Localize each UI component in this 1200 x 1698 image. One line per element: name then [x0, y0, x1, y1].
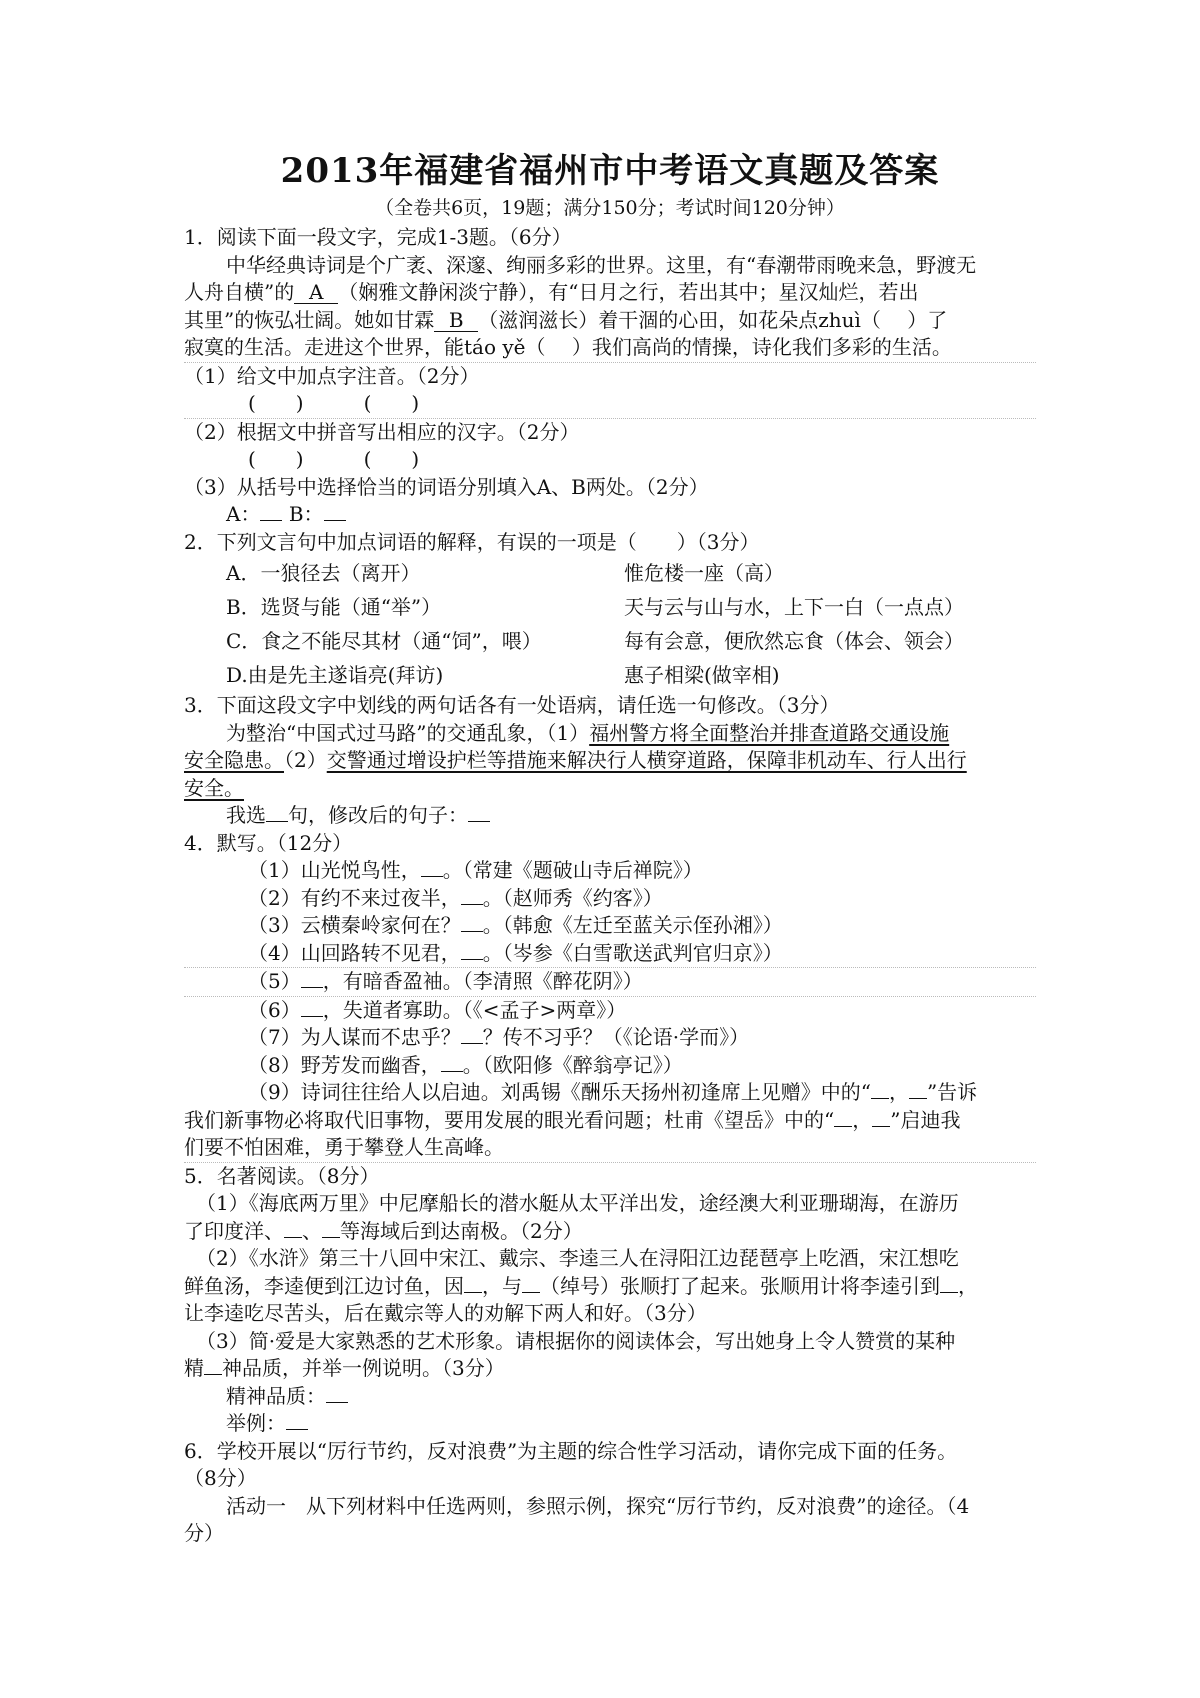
q1-sub1-answer: ( ) ( )	[184, 390, 1036, 419]
answer-blank	[464, 1292, 482, 1293]
q1-stem: 1．阅读下面一段文字，完成1-3题。（6分）	[184, 225, 572, 249]
answer-blank	[872, 1126, 890, 1127]
q5-sub3-quality: 精神品质：	[184, 1383, 1036, 1411]
q4-item: （7）为人谋而不忠乎？ ？传不习乎？（《论语·学而》）	[248, 1025, 750, 1049]
underlined-sentence-1: 福州警方将全面整治并排查道路交通设施	[589, 720, 950, 745]
answer-blank	[468, 821, 490, 822]
q4-item: （3）云横秦岭家何在？ 。（韩愈《左迁至蓝关示侄孙湘》）	[248, 913, 783, 937]
q1-passage-line3: 其里”的恢弘壮阔。她如甘霖 B （滋润滋长）着干涸的心田，如花朵点zhuì（ ）了	[184, 307, 948, 332]
q5-sub3-example: 举例：	[184, 1410, 1036, 1438]
q6-activity1-line1: 活动一 从下列材料中任选两则，参照示例，探究“厉行节约，反对浪费”的途径。（4	[226, 1493, 970, 1518]
blank-b: B	[434, 309, 478, 332]
q5-sub1-line2: 了印度洋、 、 等海域后到达南极。（2分）	[184, 1218, 583, 1243]
q5-sub2-line2: 鲜鱼汤，李逵便到江边讨鱼，因 ，与 （绰号）张顺打了起来。张顺用计将李逵引到 ，	[184, 1273, 978, 1298]
answer-blank	[260, 520, 282, 521]
answer-blank	[286, 1429, 308, 1430]
answer-blank	[322, 1237, 340, 1238]
q5-sub2-line3: 让李逵吃尽苦头，后在戴宗等人的劝解下两人和好。（3分）	[184, 1301, 707, 1325]
q3-answer-line: 我选 句，修改后的句子：	[184, 802, 1036, 830]
q1-sub3-answer: A： B：	[184, 501, 1036, 529]
q4-item: （2）有约不来过夜半， 。（赵师秀《约客》）	[248, 885, 663, 910]
q2-option-right: 惟危楼一座（高）	[624, 561, 784, 585]
q4-item9-line2: 我们新事物必将取代旧事物，要用发展的眼光看问题；杜甫《望岳》中的“ ， ”启迪我	[184, 1107, 961, 1132]
answer-blank	[204, 1374, 222, 1375]
q4-item: （4）山回路转不见君， 。（岑参《白雪歌送武判官归京》）	[184, 940, 1036, 969]
answer-blank	[326, 1402, 348, 1403]
answer-blank	[324, 520, 346, 521]
q2-option-right: 惠子相梁(做宰相)	[624, 663, 780, 687]
q3-passage-line2: 安全隐患。（2）交警通过增设护栏等措施来解决行人横穿道路，保障非机动车、行人出行	[184, 748, 967, 772]
page-title: 2013年福建省福州市中考语文真题及答案	[280, 151, 940, 191]
answer-blank	[871, 1098, 889, 1099]
q5-sub2-line1: （2）《水浒》第三十八回中宋江、戴宗、李逵三人在浔阳江边琵琶亭上吃酒，宋江想吃	[196, 1246, 959, 1270]
answer-blank	[301, 1016, 323, 1017]
underlined-sentence-2-end: 安全。	[184, 775, 244, 800]
answer-blank	[940, 1292, 958, 1293]
q2-option-left: A．一狼径去（离开）	[226, 561, 421, 585]
q1-sub3: （3）从括号中选择恰当的词语分别填入A、B两处。（2分）	[184, 474, 709, 499]
q2-option-right: 每有会意，便欣然忘食（体会、领会）	[624, 629, 964, 653]
q6-stem-line2: （8分）	[184, 1466, 257, 1490]
q1-sub2-answer: ( ) ( )	[248, 447, 420, 471]
exam-page	[184, 148, 1036, 1548]
answer-blank	[301, 987, 323, 988]
answer-blank	[461, 1043, 483, 1044]
q2-option-left: D.由是先主遂诣亮(拜访)	[226, 663, 444, 687]
q4-stem: 4．默写。（12分）	[184, 830, 353, 855]
answer-blank	[284, 1237, 302, 1238]
q4-item: （1）山光悦鸟性， 。（常建《题破山寺后禅院》）	[248, 858, 703, 882]
q1-passage-line2: 人舟自横”的 A （娴雅文静闲淡宁静），有“日月之行，若出其中；星汉灿烂，若出	[184, 280, 919, 304]
exam-info: （全卷共6页，19题；满分150分；考试时间120分钟）	[375, 197, 845, 219]
q4-item9-line1: （9）诗词往往给人以启迪。刘禹锡《酬乐天扬州初逢席上见赠》中的“ ， ”告诉	[248, 1080, 978, 1104]
q2-option-row	[184, 658, 1036, 692]
q5-sub3-line1: （3）简·爱是大家熟悉的艺术形象。请根据你的阅读体会，写出她身上令人赞赏的某种	[196, 1328, 956, 1353]
q4-item: （8）野芳发而幽香， 。（欧阳修《醉翁亭记》）	[248, 1052, 683, 1077]
q6-stem-line1: 6．学校开展以“厉行节约，反对浪费”为主题的综合性学习活动，请你完成下面的任务。	[184, 1438, 958, 1463]
q6-activity1-line2: 分）	[184, 1521, 224, 1545]
q4-item: （5） ，有暗香盈袖。（李清照《醉花阴》）	[184, 968, 1036, 997]
q2-option-row	[184, 624, 1036, 658]
answer-blank	[834, 1126, 852, 1127]
q2-option-left: C．食之不能尽其材（通“饲”，喂）	[226, 629, 542, 653]
q3-passage-line3	[184, 775, 1036, 803]
q4-item9-line3: 们要不怕困难，勇于攀登人生高峰。	[184, 1134, 1036, 1163]
answer-blank	[909, 1098, 927, 1099]
q5-sub3-line2: 精 神品质，并举一例说明。（3分）	[184, 1356, 505, 1380]
q2-option-left: B．选贤与能（通“举”）	[226, 595, 442, 619]
q2-option-row	[184, 590, 1036, 624]
answer-blank	[441, 1071, 463, 1072]
blank-a: A	[294, 281, 338, 304]
underlined-sentence-1-end: 安全隐患。	[184, 748, 284, 772]
answer-blank	[421, 876, 443, 877]
answer-blank	[266, 821, 288, 822]
answer-blank	[461, 931, 483, 932]
q3-stem: 3．下面这段文字中划线的两句话各有一处语病，请任选一句修改。（3分）	[184, 693, 840, 717]
q4-item: （6） ，失道者寡助。（《<孟子>两章》）	[248, 997, 627, 1022]
answer-blank	[461, 959, 483, 960]
q1-sub2: （2）根据文中拼音写出相应的汉字。（2分）	[184, 419, 580, 444]
answer-blank	[522, 1292, 540, 1293]
q1-passage-line1: 中华经典诗词是个广袤、深邃、绚丽多彩的世界。这里，有“春潮带雨晚来急，野渡无	[226, 252, 977, 277]
q1-passage-line4: 寂寞的生活。走进这个世界，能táo yě（ ）我们高尚的情操，诗化我们多彩的生活。	[184, 334, 1036, 363]
underlined-sentence-2: 交警通过增设护栏等措施来解决行人横穿道路，保障非机动车、行人出行	[326, 748, 967, 772]
answer-blank	[461, 904, 483, 905]
q5-stem: 5．名著阅读。（8分）	[184, 1163, 380, 1188]
q5-sub1-line1: （1）《海底两万里》中尼摩船长的潜水艇从太平洋出发，途经澳大利亚珊瑚海，在游历	[196, 1191, 959, 1215]
q2-stem: 2．下列文言句中加点词语的解释，有误的一项是（ ）（3分）	[184, 529, 760, 554]
q3-passage-line1: 为整治“中国式过马路”的交通乱象，（1）福州警方将全面整治并排查道路交通设施	[226, 720, 950, 745]
q2-option-row	[184, 556, 1036, 590]
q2-option-right: 天与云与山与水，上下一白（一点点）	[624, 595, 964, 619]
q1-sub1: （1）给文中加点字注音。（2分）	[184, 363, 480, 388]
